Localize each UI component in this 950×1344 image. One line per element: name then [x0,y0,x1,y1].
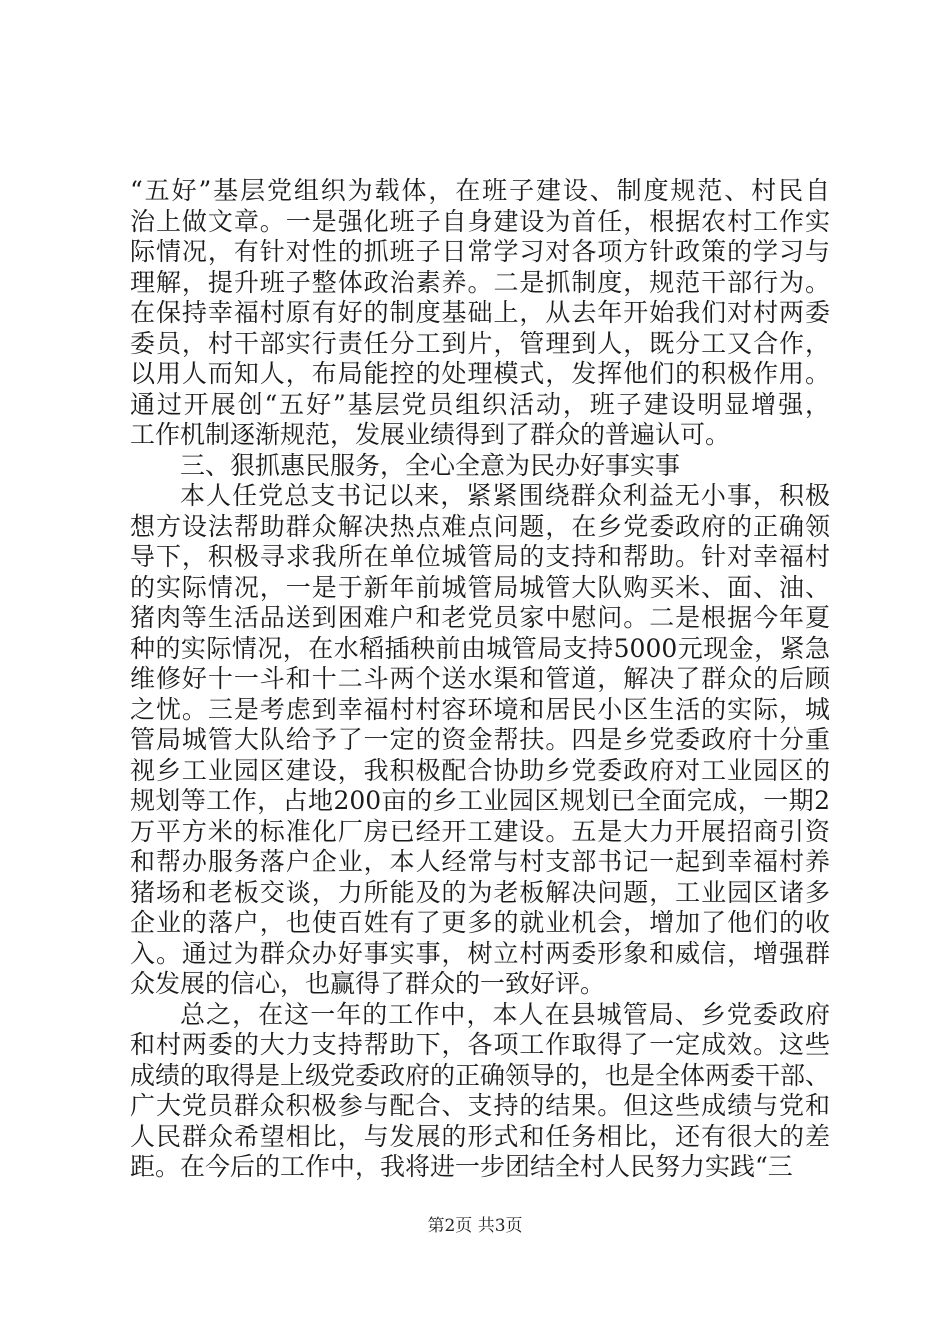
page-footer: 第2页 共3页 [427,1216,523,1236]
text-line: 猪肉等生活品送到困难户和老党员家中慰问。二是根据今年夏 [130,603,830,632]
text-line: 规划等工作，占地200亩的乡工业园区规划已全面完成，一期2 [130,786,830,815]
text-line: 的实际情况，一是于新年前城管局城管大队购买米、面、油、 [130,572,830,602]
text-line: 治上做文章。一是强化班子自身建设为首任，根据农村工作实 [130,206,830,236]
text-line: 导下，积极寻求我所在单位城管局的支持和帮助。针对幸福村 [130,542,830,571]
text-line: 以用人而知人，布局能控的处理模式，发挥他们的积极作用。 [130,359,830,388]
text-line: 猪场和老板交谈，力所能及的为老板解决问题，工业园区诸多 [130,877,830,907]
text-line: 种的实际情况，在水稻插秧前由城管局支持5000元现金，紧急 [130,633,830,663]
text-line: 总之，在这一年的工作中，本人在县城管局、乡党委政府 [180,999,830,1029]
text-line: 人民群众希望相比，与发展的形式和任务相比，还有很大的差 [130,1121,830,1151]
text-line: 距。在今后的工作中，我将进一步团结全村人民努力实践“三 [130,1152,793,1181]
text-line: “五好”基层党组织为载体，在班子建设、制度规范、村民自 [130,176,830,205]
text-line: 本人任党总支书记以来，紧紧围绕群众利益无小事，积极 [180,481,830,510]
text-line: 在保持幸福村原有好的制度基础上，从去年开始我们对村两委 [130,298,830,327]
section-heading: 三、狠抓惠民服务，全心全意为民办好事实事 [180,450,681,480]
text-line: 维修好十一斗和十二斗两个送水渠和管道，解决了群众的后顾 [130,664,830,693]
text-line: 际情况，有针对性的抓班子日常学习对各项方针政策的学习与 [130,237,830,266]
text-line: 成绩的取得是上级党委政府的正确领导的，也是全体两委干部、 [130,1060,830,1090]
text-line: 通过开展创“五好”基层党员组织活动，班子建设明显增强， [130,389,830,419]
text-line: 和村两委的大力支持帮助下，各项工作取得了一定成效。这些 [130,1030,830,1059]
text-line: 广大党员群众积极参与配合、支持的结果。但这些成绩与党和 [130,1091,830,1120]
text-line: 万平方米的标准化厂房已经开工建设。五是大力开展招商引资 [130,816,830,846]
text-line: 委员，村干部实行责任分工到片，管理到人，既分工又合作， [130,328,830,358]
text-line: 想方设法帮助群众解决热点难点问题，在乡党委政府的正确领 [130,511,830,541]
text-line: 众发展的信心，也赢得了群众的一致好评。 [130,969,606,998]
text-line: 入。通过为群众办好事实事，树立村两委形象和威信，增强群 [130,938,830,968]
text-line: 企业的落户，也使百姓有了更多的就业机会，增加了他们的收 [130,908,830,937]
text-line: 工作机制逐渐规范，发展业绩得到了群众的普遍认可。 [130,420,731,449]
text-line: 理解，提升班子整体政治素养。二是抓制度，规范干部行为。 [130,267,830,297]
text-line: 之忧。三是考虑到幸福村村容环境和居民小区生活的实际，城 [130,694,830,724]
text-line: 和帮办服务落户企业，本人经常与村支部书记一起到幸福村养 [130,847,830,876]
text-line: 管局城管大队给予了一定的资金帮扶。四是乡党委政府十分重 [130,725,830,754]
text-line: 视乡工业园区建设，我积极配合协助乡党委政府对工业园区的 [130,755,830,785]
